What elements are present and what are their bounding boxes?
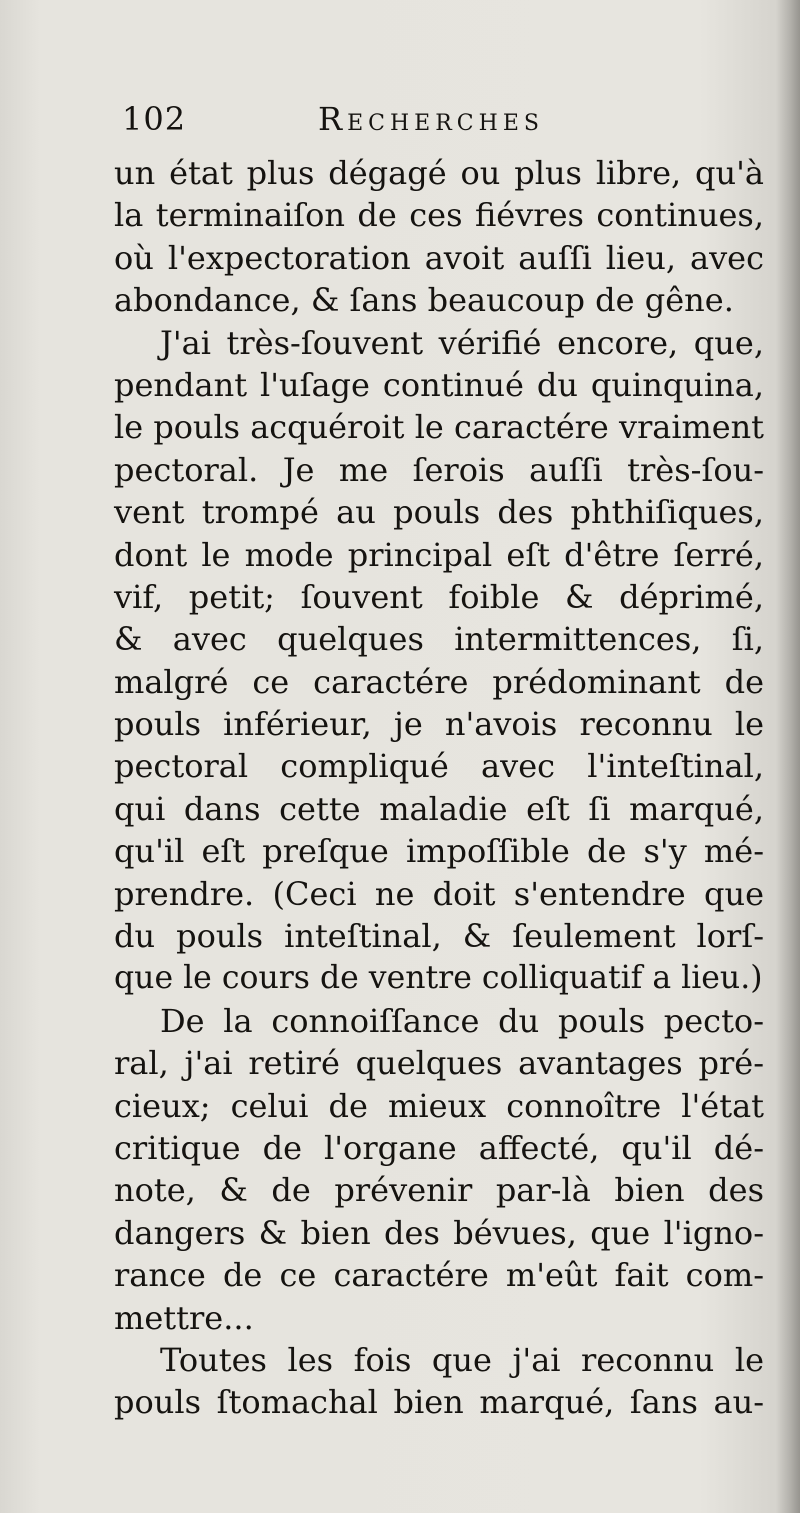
text-line: pouls ſtomachal bien marqué, ſans au- — [114, 1383, 764, 1422]
text-line: pectoral. Je me ſerois auſſi très-ſou- — [114, 450, 764, 489]
text-line: qui dans cette maladie eſt ſi marqué, — [114, 789, 764, 828]
text-line: pectoral compliqué avec l'inteſtinal, — [114, 747, 764, 786]
text-line: Toutes les fois que j'ai reconnu le — [160, 1340, 764, 1379]
text-line: qu'il eſt preſque impoſſible de s'y mé- — [114, 832, 764, 871]
text-line: un état plus dégagé ou plus libre, qu'à — [114, 154, 764, 192]
text-line: cieux; celui de mieux connoître l'état — [114, 1086, 764, 1125]
text-line: note, & de prévenir par-là bien des — [114, 1171, 764, 1210]
text-line: dangers & bien des bévues, que l'igno- — [114, 1213, 764, 1252]
text-line: mettre... — [114, 1298, 254, 1337]
text-line: le pouls acquéroit le caractére vraiment — [114, 408, 764, 447]
text-line: vent trompé au pouls des phthiſiques, — [114, 493, 764, 532]
text-line: De la connoiſſance du pouls pecto- — [160, 1001, 764, 1040]
text-line: & avec quelques intermittences, ſi, — [114, 620, 764, 659]
body-text — [114, 152, 764, 1424]
gutter-shadow — [776, 0, 800, 1513]
text-line: où l'expectoration avoit auſſi lieu, avec — [114, 238, 764, 277]
text-line: critique de l'organe affecté, qu'il dé- — [114, 1128, 764, 1167]
text-line: ral, j'ai retiré quelques avantages pré- — [114, 1044, 764, 1083]
text-line: que le cours de ventre colliquatif a lieu.) — [114, 960, 763, 997]
text-line: pouls inférieur, je n'avois reconnu le — [114, 705, 764, 744]
text-line: J'ai très-ſouvent vérifié encore, que, — [160, 323, 764, 362]
text-line: malgré ce caractére prédominant de — [114, 662, 764, 701]
text-line: rance de ce caractére m'eût fait com- — [114, 1256, 764, 1295]
text-line: pendant l'uſage continué du quinquina, — [114, 365, 764, 404]
page-number: 102 — [122, 100, 187, 138]
text-line: dont le mode principal eſt d'être ſerré, — [114, 535, 764, 574]
text-line: prendre. (Ceci ne doit s'entendre que — [114, 874, 764, 913]
running-head: Recherches — [318, 100, 544, 138]
text-line: abondance, & ſans beaucoup de gêne. — [114, 281, 734, 320]
page-header — [118, 94, 618, 144]
text-line: vif, petit; ſouvent foible & déprimé, — [114, 577, 764, 616]
text-line: du pouls inteſtinal, & ſeulement lorſ- — [114, 917, 764, 956]
text-line: la terminaiſon de ces fiévres continues, — [114, 196, 764, 235]
